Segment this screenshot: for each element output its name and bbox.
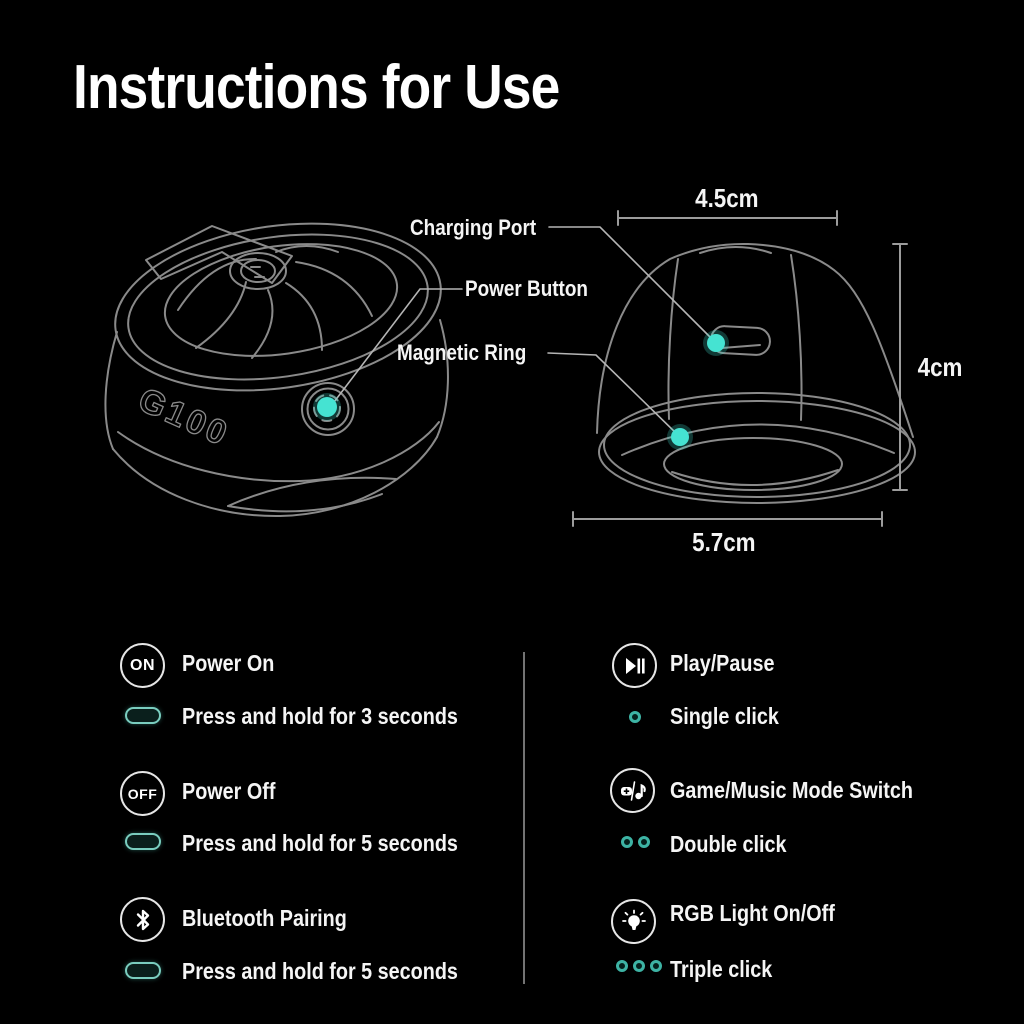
game-music-mode-title-text: Game/Music Mode Switch bbox=[670, 777, 913, 803]
game-music-mode-title bbox=[670, 777, 952, 804]
dimension-right-text: 4cm bbox=[917, 352, 963, 382]
click-dot bbox=[621, 836, 633, 848]
right-speaker-drawing bbox=[597, 244, 915, 503]
play-pause-glyph bbox=[624, 655, 646, 677]
rgb-light-title-text: RGB Light On/Off bbox=[670, 900, 835, 926]
game-music-mode-icon bbox=[610, 768, 655, 813]
bluetooth-pairing-title bbox=[182, 905, 374, 932]
light-bulb-glyph bbox=[621, 909, 647, 935]
click-dot bbox=[638, 836, 650, 848]
charging-port-label-text: Charging Port bbox=[410, 215, 537, 240]
power-button-label bbox=[465, 276, 608, 302]
click-dot bbox=[633, 960, 645, 972]
power-on-icon bbox=[120, 643, 165, 688]
game-music-glyph bbox=[619, 778, 647, 804]
dimension-bottom-label bbox=[684, 527, 764, 558]
model-text: G100 bbox=[132, 380, 236, 455]
triple-click-label-text: Triple click bbox=[670, 956, 773, 982]
bluetooth-icon bbox=[120, 897, 165, 942]
power-button-label-text: Power Button bbox=[465, 276, 588, 301]
play-pause-icon bbox=[612, 643, 657, 688]
play-pause-title-text: Play/Pause bbox=[670, 650, 775, 676]
double-click-label bbox=[670, 831, 805, 858]
magnetic-ring-label-text: Magnetic Ring bbox=[397, 340, 527, 365]
click-dot bbox=[616, 960, 628, 972]
triple-click-dots-icon bbox=[616, 960, 662, 972]
double-click-dots-icon bbox=[621, 836, 650, 848]
dimension-top-label bbox=[687, 183, 767, 214]
double-click-label-text: Double click bbox=[670, 831, 787, 857]
power-on-gesture bbox=[182, 703, 503, 730]
rgb-light-title bbox=[670, 900, 862, 927]
button-pill-icon bbox=[125, 962, 161, 979]
single-click-dot-icon bbox=[629, 711, 641, 723]
bluetooth-pairing-title-text: Bluetooth Pairing bbox=[182, 905, 347, 931]
charging-port-label bbox=[410, 215, 557, 241]
power-off-title bbox=[182, 778, 291, 805]
rgb-light-icon bbox=[611, 899, 656, 944]
bluetooth-pairing-gesture-text: Press and hold for 5 seconds bbox=[182, 958, 458, 984]
dimension-right-label bbox=[908, 352, 972, 383]
magnetic-ring-label bbox=[397, 340, 547, 366]
page-title-text: Instructions for Use bbox=[73, 53, 560, 122]
column-divider bbox=[523, 652, 525, 984]
power-off-gesture bbox=[182, 830, 503, 857]
triple-click-label bbox=[670, 956, 789, 983]
button-pill-icon bbox=[125, 833, 161, 850]
single-click-label-text: Single click bbox=[670, 703, 779, 729]
bluetooth-pairing-gesture bbox=[182, 958, 503, 985]
power-off-gesture-text: Press and hold for 5 seconds bbox=[182, 830, 458, 856]
power-on-title bbox=[182, 650, 289, 677]
dimension-top-text: 4.5cm bbox=[695, 183, 759, 213]
dimension-bottom-text: 5.7cm bbox=[692, 527, 756, 557]
bluetooth-glyph bbox=[131, 907, 155, 933]
button-pill-icon bbox=[125, 707, 161, 724]
power-off-icon bbox=[120, 771, 165, 816]
callout-leader-lines bbox=[331, 227, 714, 436]
click-dot bbox=[629, 711, 641, 723]
single-click-label bbox=[670, 703, 797, 730]
power-on-gesture-text: Press and hold for 3 seconds bbox=[182, 703, 458, 729]
power-off-icon-text: OFF bbox=[127, 785, 158, 802]
power-off-title-text: Power Off bbox=[182, 778, 276, 804]
click-dot bbox=[650, 960, 662, 972]
play-pause-title bbox=[670, 650, 791, 677]
power-on-icon-text: ON bbox=[130, 656, 155, 674]
power-on-title-text: Power On bbox=[182, 650, 275, 676]
